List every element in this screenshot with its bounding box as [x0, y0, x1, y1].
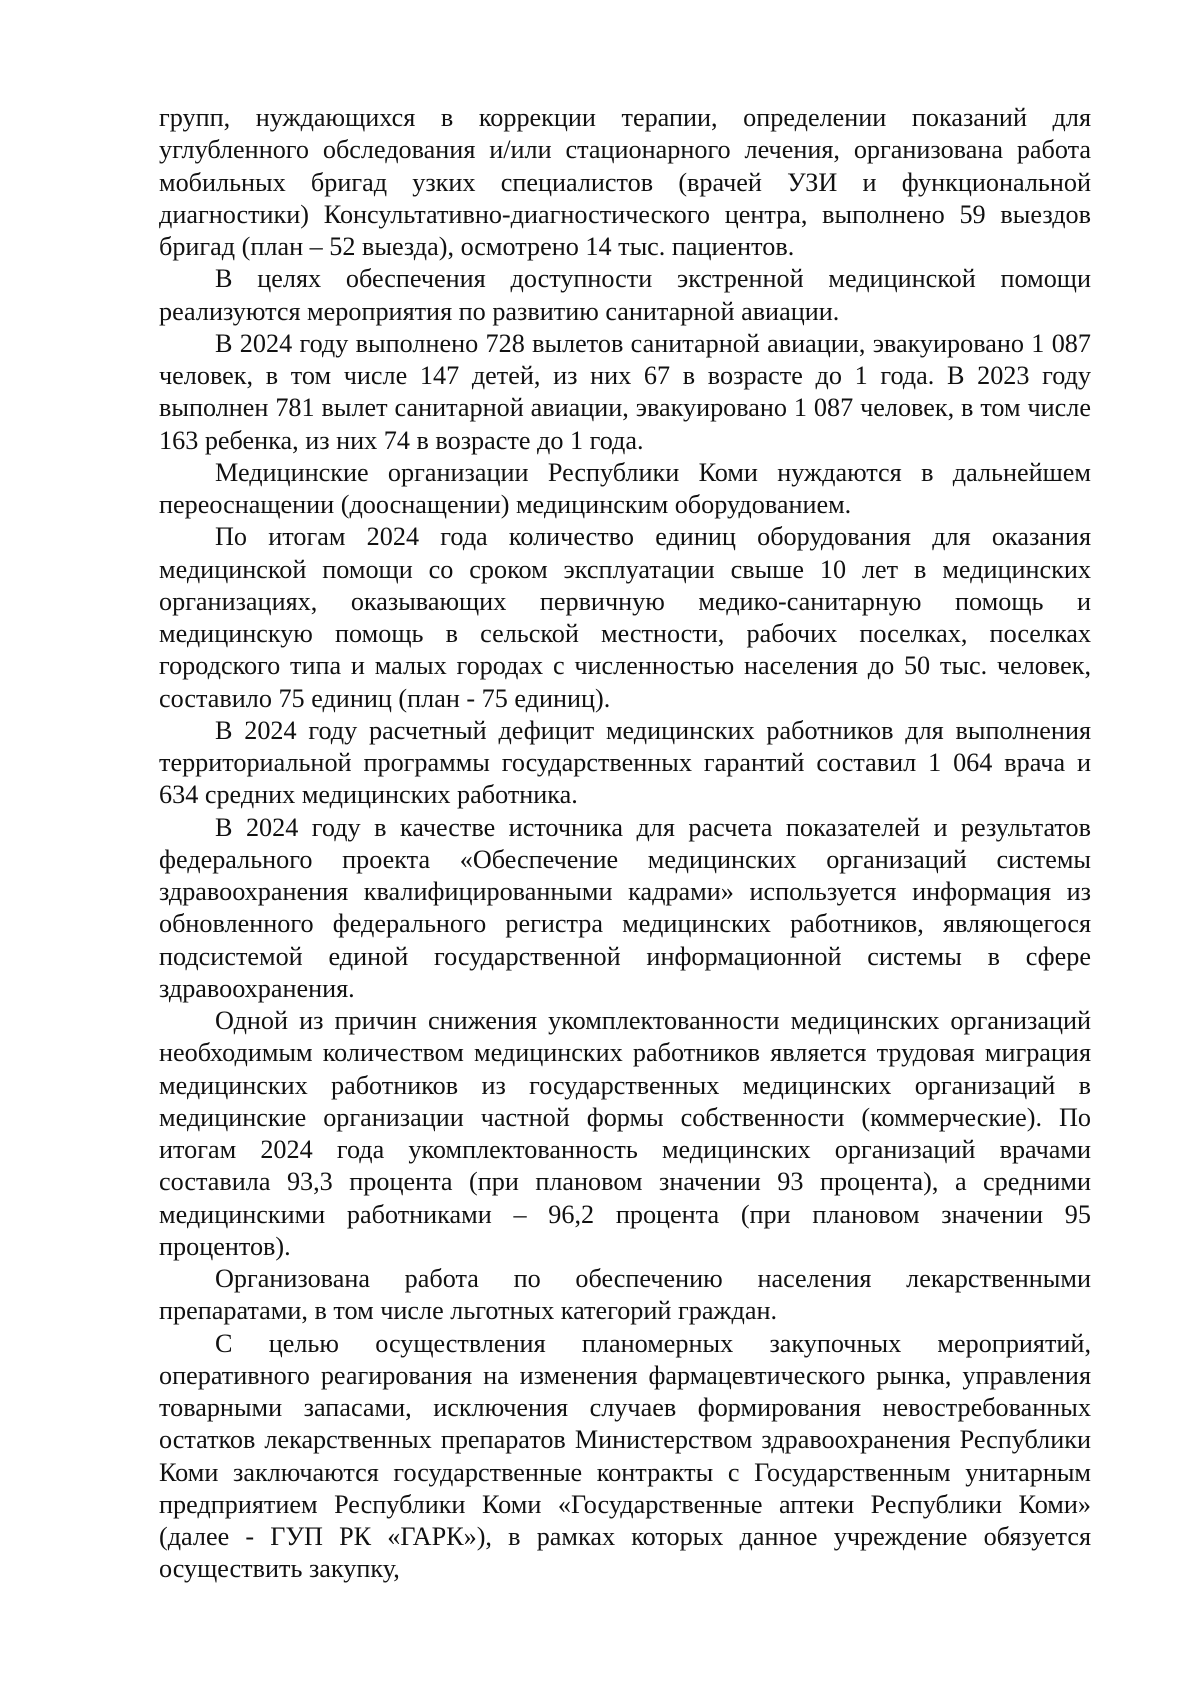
- paragraph-continuation: групп, нуждающихся в коррекции терапии, определении показаний для углубленного обследования и/или стационарного лечения, организована работа мобильных бригад узких специалистов (врачей УЗИ и функциональной диагностики) Консультативно-диагностического центра, выполнено 59 выездов бригад (план – 52 выезда), осмотрено 14 тыс. пациентов.: [159, 103, 1091, 261]
- paragraph-staffing-level: Одной из причин снижения укомплектованности медицинских организаций необходимым количеством медицинских работников является трудовая миграция медицинских работников из государственных медицинских организаций в медицинские организации частной формы собственности (коммерческие). По итогам 2024 года укомплектованность медицинских организаций врачами составила 93,3 процента (при плановом значении 93 процента), а средними медицинскими работниками – 96,2 процента (при плановом значении 95 процентов).: [159, 1006, 1091, 1261]
- paragraph-equipment-need: Медицинские организации Республики Коми нуждаются в дальнейшем переоснащении (дооснащении) медицинским оборудованием.: [159, 457, 1091, 519]
- paragraph-procurement-contracts: С целью осуществления планомерных закупочных мероприятий, оперативного реагирования на изменения фармацевтического рынка, управления товарными запасами, исключения случаев формирования невостребованных остатков лекарственных препаратов Министерством здравоохранения Республики Коми заключаются государственные контракты с Государственным унитарным предприятием Республики Коми «Государственные аптеки Республики Коми» (далее - ГУП РК «ГАРК»), в рамках которых данное учреждение обязуется осуществить закупку,: [159, 1328, 1091, 1584]
- paragraph-staff-deficit: В 2024 году расчетный дефицит медицинских работников для выполнения территориальной программы государственных гарантий составил 1 064 врача и 634 средних медицинских работника.: [159, 715, 1091, 810]
- paragraph-equipment-stats: По итогам 2024 года количество единиц оборудования для оказания медицинской помощи со сроком эксплуатации свыше 10 лет в медицинских организациях, оказывающих первичную медико-санитарную помощь и медицинскую помощь в сельской местности, рабочих поселках, поселках городского типа и малых городах с численностью населения до 50 тыс. человек, составило 75 единиц (план - 75 единиц).: [159, 522, 1091, 713]
- paragraph-federal-register: В 2024 году в качестве источника для расчета показателей и результатов федерального проекта «Обеспечение медицинских организаций системы здравоохранения квалифицированными кадрами» используется информация из обновленного федерального регистра медицинских работников, являющегося подсистемой единой государственной информационной системы в сфере здравоохранения.: [159, 812, 1091, 1003]
- paragraph-air-ambulance-intro: В целях обеспечения доступности экстренной медицинской помощи реализуются мероприятия по развитию санитарной авиации.: [159, 264, 1091, 326]
- paragraph-medication-supply: Организована работа по обеспечению населения лекарственными препаратами, в том числе льготных категорий граждан.: [159, 1264, 1091, 1326]
- document-body: [159, 102, 1091, 1586]
- paragraph-air-ambulance-stats: В 2024 году выполнено 728 вылетов санитарной авиации, эвакуировано 1 087 человек, в том числе 147 детей, из них 67 в возрасте до 1 года. В 2023 году выполнен 781 вылет санитарной авиации, эвакуировано 1 087 человек, в том числе 163 ребенка, из них 74 в возрасте до 1 года.: [159, 328, 1091, 455]
